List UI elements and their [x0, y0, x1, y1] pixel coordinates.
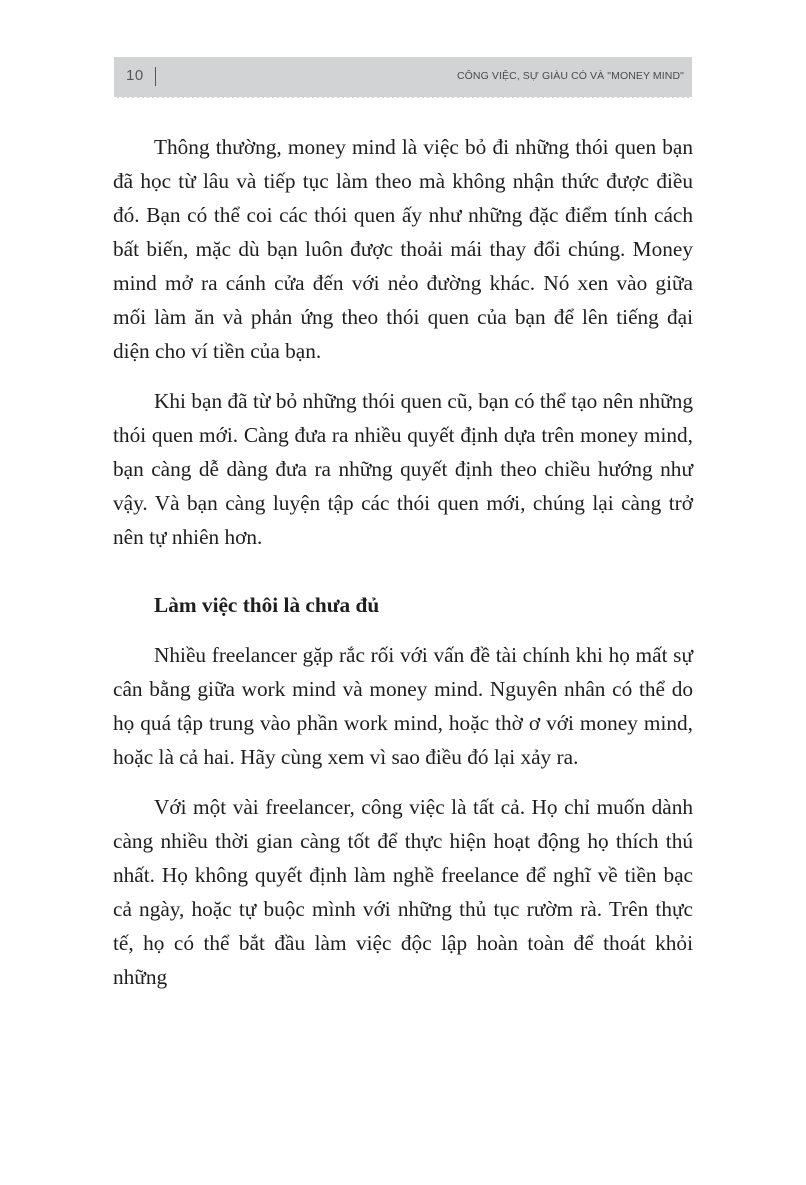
- section-heading: Làm việc thôi là chưa đủ: [154, 593, 380, 617]
- page-number: 10: [126, 67, 144, 84]
- paragraph: Nhiều freelancer gặp rắc rối với vấn đề tài chính khi họ mất sự cân bằng giữa work mind và money mind. Nguyên nhân có thể do họ quá tập trung vào phần work mind, hoặc thờ ơ với money mind, hoặc là cả hai. Hãy cùng xem vì sao điều đó lại xảy ra.: [113, 643, 693, 769]
- page-content: [113, 130, 693, 1010]
- paragraph: Khi bạn đã từ bỏ những thói quen cũ, bạn có thể tạo nên những thói quen mới. Càng đưa ra nhiều quyết định dựa trên money mind, bạn càng dễ dàng đưa ra những quyết định theo chiều hướng như vậy. Và bạn càng luyện tập các thói quen mới, chúng lại càng trở nên tự nhiên hơn.: [113, 389, 693, 549]
- paragraph: Thông thường, money mind là việc bỏ đi những thói quen bạn đã học từ lâu và tiếp tục làm theo mà không nhận thức được điều đó. Bạn có thể coi các thói quen ấy như những đặc điểm tính cách bất biến, mặc dù bạn luôn được thoải mái thay đổi chúng. Money mind mở ra cánh cửa đến với nẻo đường khác. Nó xen vào giữa mối làm ăn và phản ứng theo thói quen của bạn để lên tiếng đại diện cho ví tiền của bạn.: [113, 135, 693, 363]
- running-header: [114, 57, 692, 98]
- paragraph: Với một vài freelancer, công việc là tất cả. Họ chỉ muốn dành càng nhiều thời gian càng tốt để thực hiện hoạt động họ thích thú nhất. Họ không quyết định làm nghề freelance để nghĩ về tiền bạc cả ngày, hoặc tự buộc mình với những thủ tục rườm rà. Trên thực tế, họ có thể bắt đầu làm việc độc lập hoàn toàn để thoát khỏi những: [113, 795, 693, 989]
- header-divider: [155, 67, 156, 86]
- running-title: CÔNG VIỆC, SỰ GIÀU CÓ VÀ "MONEY MIND": [456, 70, 684, 82]
